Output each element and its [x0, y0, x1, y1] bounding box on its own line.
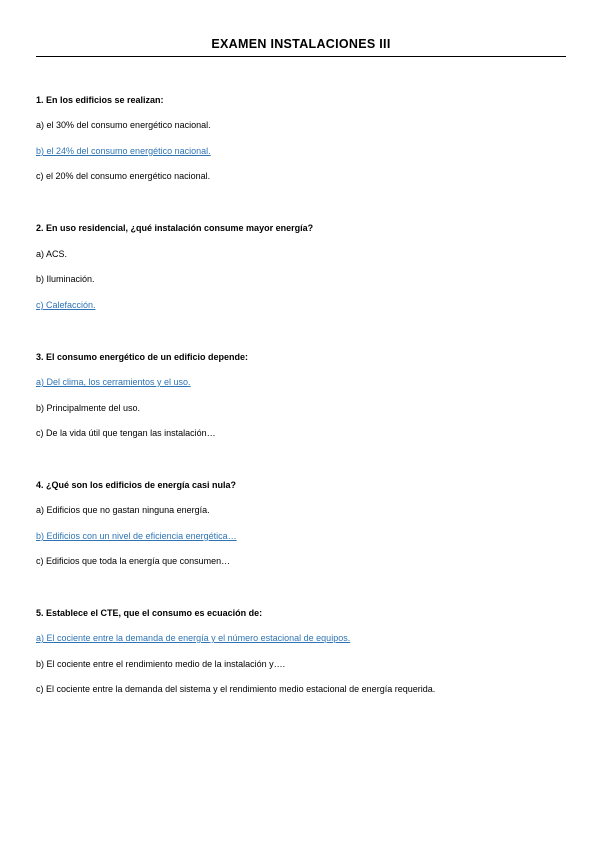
question-2: 2. En uso residencial, ¿qué instalación consume mayor energía? [36, 223, 314, 233]
question-4: 4. ¿Qué son los edificios de energía casi nula? [36, 480, 237, 490]
question-4-option-c: c) Edificios que toda la energía que consumen… [36, 556, 231, 566]
question-5-option-b: b) El cociente entre el rendimiento medio de la instalación y…. [36, 659, 286, 669]
question-5-option-a-correct[interactable]: a) El cociente entre la demanda de energía y el número estacional de equipos. [36, 633, 351, 643]
question-2-option-b: b) Iluminación. [36, 274, 95, 284]
page-title: EXAMEN INSTALACIONES III [211, 37, 391, 51]
question-3-option-c: c) De la vida útil que tengan las instalación… [36, 428, 216, 438]
question-5-option-c: c) El cociente entre la demanda del sistema y el rendimiento medio estacional de energía requerida. [36, 684, 436, 694]
question-3: 3. El consumo energético de un edificio depende: [36, 352, 249, 362]
question-3-option-a-correct[interactable]: a) Del clima, los cerramientos y el uso. [36, 377, 191, 387]
question-2-option-c-correct[interactable]: c) Calefacción. [36, 300, 96, 310]
title-divider [36, 56, 566, 57]
question-4-option-a: a) Edificios que no gastan ninguna energía. [36, 505, 210, 515]
question-5: 5. Establece el CTE, que el consumo es ecuación de: [36, 608, 263, 618]
question-1-option-a: a) el 30% del consumo energético nacional. [36, 120, 211, 130]
question-2-option-a: a) ACS. [36, 249, 68, 259]
question-1-option-b-correct[interactable]: b) el 24% del consumo energético nacional. [36, 146, 211, 156]
question-1-option-c: c) el 20% del consumo energético nacional. [36, 171, 211, 181]
question-3-option-b: b) Principalmente del uso. [36, 403, 141, 413]
question-1: 1. En los edificios se realizan: [36, 95, 164, 105]
question-4-option-b-correct[interactable]: b) Edificios con un nivel de eficiencia energética… [36, 531, 237, 541]
